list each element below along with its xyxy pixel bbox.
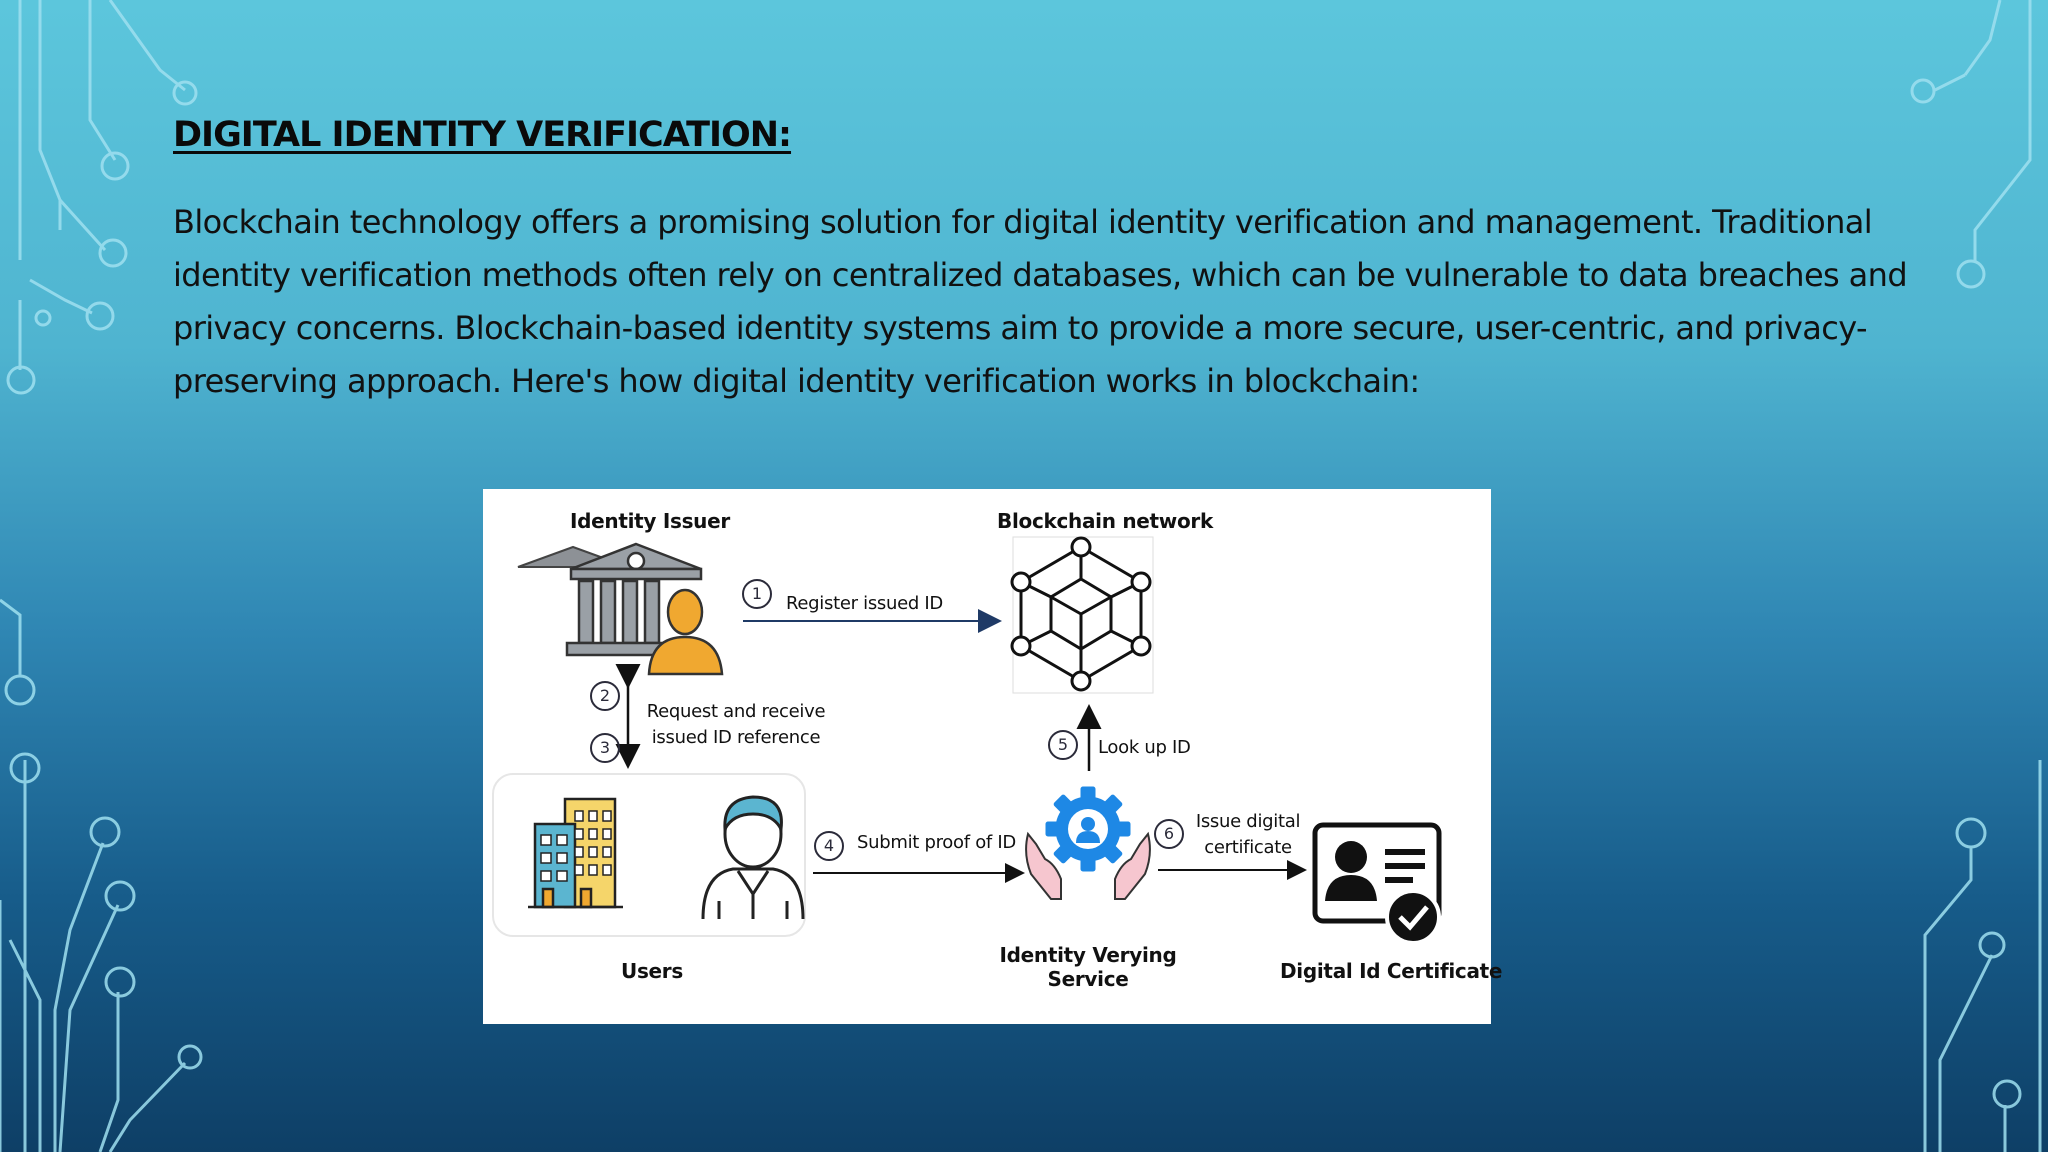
node-identity-service-line1: Identity Verying xyxy=(999,943,1177,967)
step-6-badge: 6 xyxy=(1154,819,1184,849)
node-identity-service xyxy=(983,943,1193,991)
step-1-badge: 1 xyxy=(742,579,772,609)
edge-request-line2: issued ID reference xyxy=(651,727,821,748)
step-2-badge: 2 xyxy=(590,681,620,711)
node-identity-issuer: Identity Issuer xyxy=(570,509,730,533)
edge-register-label: Register issued ID xyxy=(786,593,943,614)
step-3-badge: 3 xyxy=(590,733,620,763)
node-blockchain-network: Blockchain network xyxy=(997,509,1213,533)
edge-issue-label xyxy=(1183,811,1313,858)
edge-issue-line2: certificate xyxy=(1204,837,1292,858)
check-icon xyxy=(1387,891,1439,943)
right-circuit-decoration xyxy=(1880,0,2048,1152)
identity-verification-diagram xyxy=(483,489,1503,1024)
edge-submit-label: Submit proof of ID xyxy=(857,832,1016,853)
edge-issue-line1: Issue digital xyxy=(1195,811,1301,832)
edge-lookup-label: Look up ID xyxy=(1098,737,1191,758)
left-circuit-decoration xyxy=(0,0,220,1152)
node-digital-id-certificate: Digital Id Certificate xyxy=(1280,959,1503,983)
step-5-badge: 5 xyxy=(1048,730,1078,760)
slide-title: DIGITAL IDENTITY VERIFICATION: xyxy=(173,115,792,155)
edge-request-line1: Request and receive xyxy=(646,701,826,722)
node-users: Users xyxy=(621,959,683,983)
node-identity-service-line2: Service xyxy=(1047,967,1129,991)
gear-hands-icon xyxy=(1026,787,1150,899)
edge-request-label xyxy=(641,701,831,748)
slide-body: Blockchain technology offers a promising solution for digital identity verification and management. Traditional identity verification methods often rely on centralized databases, which can be vulnerable to data breaches and privacy concerns. Blockchain-based identity systems aim to provide a more secure, user-centric, and privacy-preserving approach. Here's how digital identity verification works in blockchain: xyxy=(173,203,1908,400)
network-icon xyxy=(1012,537,1153,693)
step-4-badge: 4 xyxy=(814,831,844,861)
